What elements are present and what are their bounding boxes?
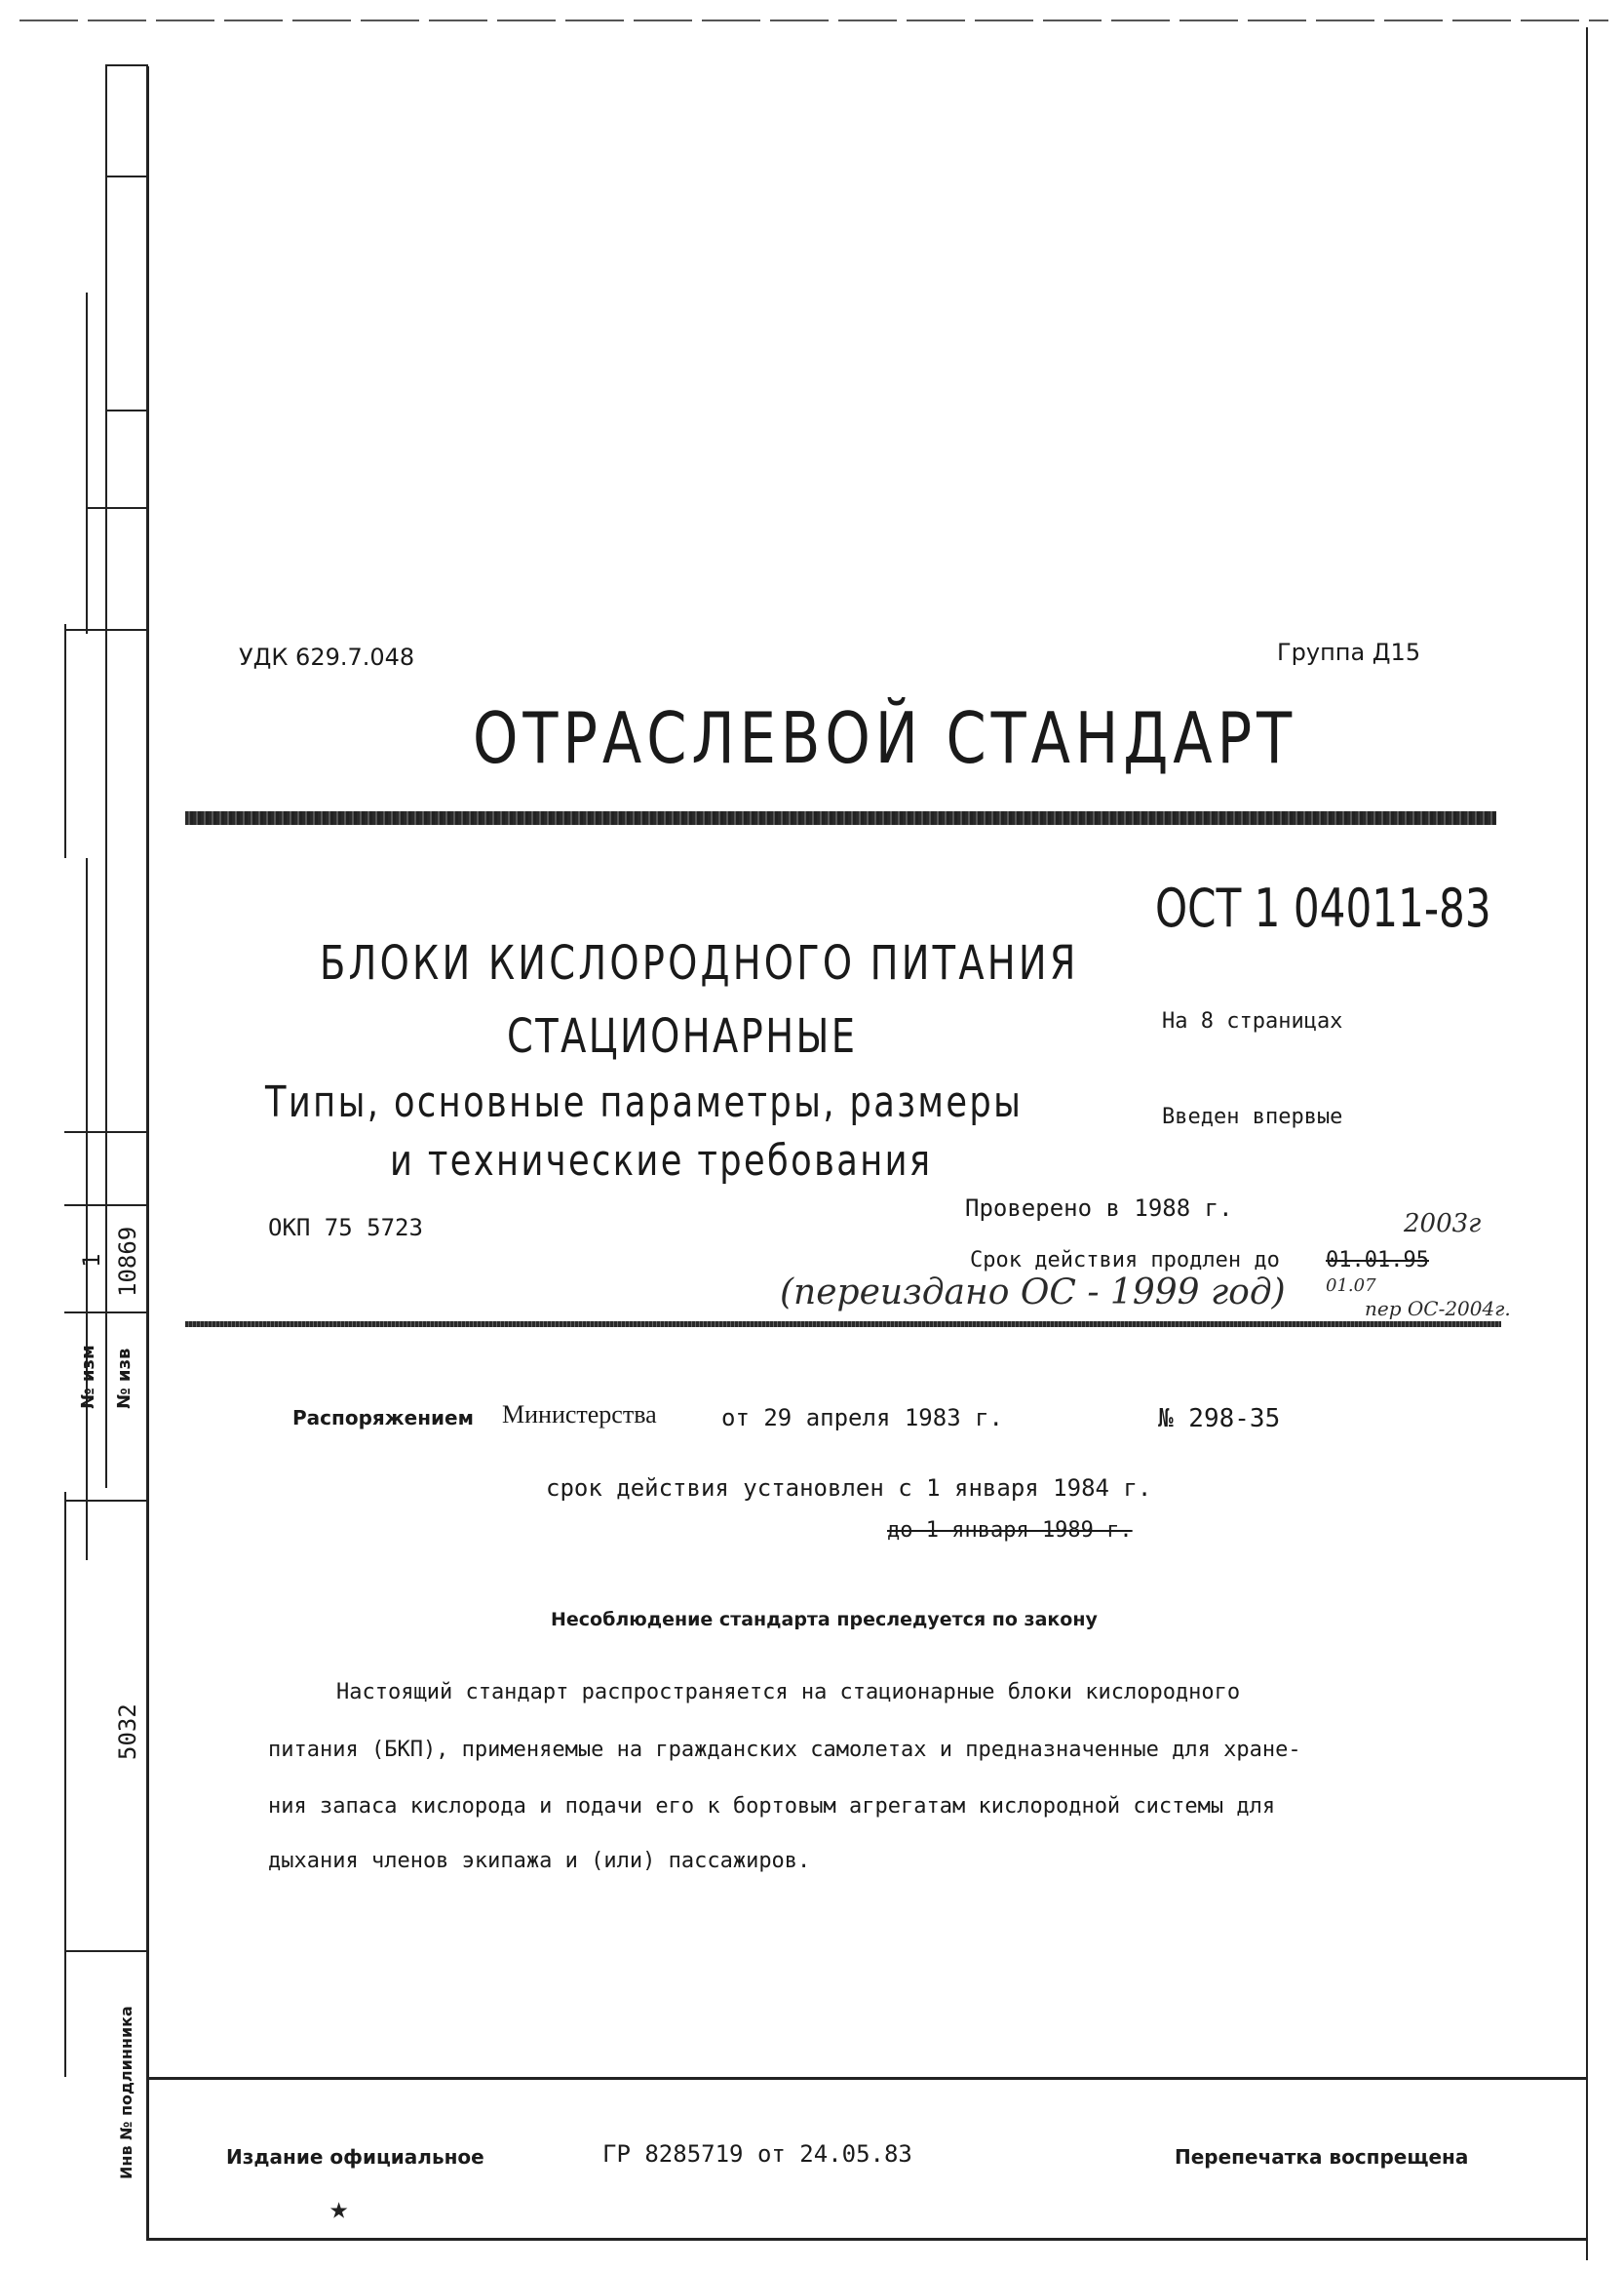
body-line-1: Настоящий стандарт распространяется на стационарные блоки кислородного (336, 1680, 1241, 1704)
star-icon: ★ (329, 2189, 349, 2226)
validity-from: срок действия установлен с 1 января 1984 г. (546, 1474, 1152, 1502)
frame-bottom-line (146, 2238, 1587, 2241)
order-label: Распоряжением (292, 1406, 474, 1429)
subject-line-3: Типы, основные параметры, размеры (265, 1077, 1024, 1127)
body-line-4: дыхания членов экипажа и (или) пассажиров. (268, 1849, 811, 1873)
page-title: ОТРАСЛЕВОЙ СТАНДАРТ (473, 697, 1297, 779)
order-number: № 298-35 (1158, 1404, 1281, 1433)
change-label: № изм (78, 1345, 98, 1409)
subject-line-1: БЛОКИ КИСЛОРОДНОГО ПИТАНИЯ (320, 936, 1079, 991)
handwritten-date: 01.07 (1326, 1275, 1376, 1296)
law-note: Несоблюдение стандарта преследуется по закону (551, 1609, 1098, 1630)
body-line-2: питания (БКП), применяемые на гражданских самолетах и предназначенные для хране- (268, 1738, 1301, 1762)
okp-code: ОКП 75 5723 (268, 1214, 423, 1241)
order-date: от 29 апреля 1983 г. (721, 1404, 1003, 1431)
checked-note: Проверено в 1988 г. (965, 1194, 1233, 1222)
notice-label: № изв (114, 1348, 135, 1409)
frame-left-line (146, 66, 149, 2241)
registration-number: ГР 8285719 от 24.05.83 (602, 2140, 912, 2168)
udk-code: УДК 629.7.048 (239, 644, 415, 671)
title-rule (185, 811, 1496, 825)
handwritten-main-note: (переиздано ОС - 1999 год) (780, 1272, 1286, 1312)
pages-count: На 8 страницах (1162, 1009, 1343, 1034)
original-label: Инв № подлинника (117, 2006, 135, 2179)
inventory-number: 5032 (114, 1703, 141, 1760)
standard-number: ОСТ 1 04011-83 (1155, 878, 1491, 939)
frame-right-line (1586, 27, 1588, 2260)
group-code: Группа Д15 (1277, 639, 1421, 666)
frame-top-line (105, 64, 148, 66)
extension-prefix: Срок действия продлен до (970, 1248, 1280, 1272)
change-number: 1 (78, 1253, 105, 1268)
validity-until: до 1 января 1989 г. (887, 1518, 1133, 1543)
subject-line-4: и технические требования (390, 1136, 933, 1186)
footer-separator (146, 2077, 1587, 2080)
body-line-3: ния запаса кислорода и подачи его к бортовым агрегатам кислородной системы для (268, 1794, 1276, 1819)
subject-line-2: СТАЦИОНАРНЫЕ (507, 1009, 858, 1064)
handwritten-side-note: пер ОС-2004г. (1365, 1297, 1511, 1320)
top-dashed-border (19, 20, 1608, 21)
extension-old-date: 01.01.95 (1326, 1248, 1429, 1272)
edition-label: Издание официальное (226, 2145, 484, 2169)
notice-number: 10869 (114, 1226, 141, 1297)
reprint-label: Перепечатка воспрещена (1175, 2145, 1469, 2169)
introduced-note: Введен впервые (1162, 1105, 1343, 1129)
order-ministry: Министерства (502, 1400, 657, 1429)
header-bottom-rule (185, 1321, 1501, 1327)
handwritten-year: 2003г (1404, 1209, 1482, 1238)
